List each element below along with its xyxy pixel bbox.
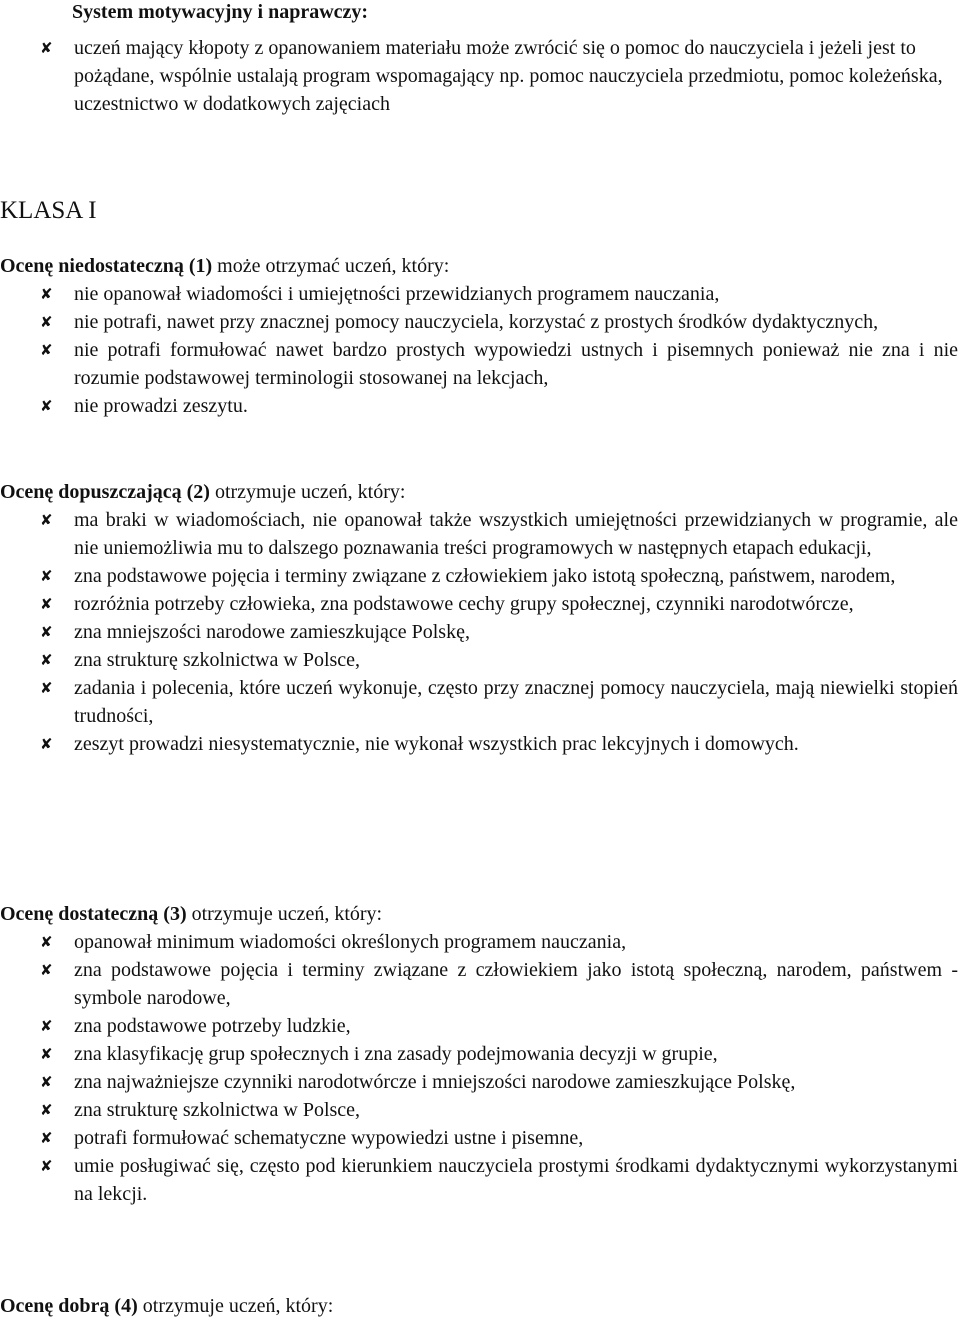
list-item bbox=[0, 730, 960, 758]
list-item bbox=[0, 506, 960, 562]
grade-list-1 bbox=[0, 280, 960, 420]
list-item bbox=[0, 308, 960, 336]
list-item bbox=[0, 674, 960, 730]
list-item-text: opanował minimum wiadomości określonych programem nauczania, bbox=[74, 931, 627, 953]
ballot-x-icon: ✘ bbox=[40, 961, 53, 979]
grade-heading-bold: Ocenę dopuszczającą (2) bbox=[0, 481, 210, 503]
grade-heading-2 bbox=[0, 478, 405, 506]
list-item bbox=[0, 646, 960, 674]
list-item-text: zna podstawowe pojęcia i terminy związane z człowiekiem jako istotą społeczną, narodem, państwem - symbole narodowe, bbox=[74, 959, 958, 1009]
list-item-text: nie prowadzi zeszytu. bbox=[74, 395, 248, 417]
intro-list bbox=[0, 34, 960, 118]
class-title: KLASA I bbox=[0, 197, 97, 224]
grade-list-3 bbox=[0, 928, 960, 1208]
ballot-x-icon: ✘ bbox=[40, 933, 53, 951]
list-item-text: nie opanował wiadomości i umiejętności przewidzianych programem nauczania, bbox=[74, 283, 720, 305]
list-item bbox=[0, 280, 960, 308]
ballot-x-icon: ✘ bbox=[40, 39, 53, 57]
ballot-x-icon: ✘ bbox=[40, 679, 53, 697]
ballot-x-icon: ✘ bbox=[40, 1101, 53, 1119]
list-item-text: ma braki w wiadomościach, nie opanował także wszystkich umiejętności przewidzianych w programie, ale nie uniemożliwia mu to dalszego poznawania treści programowych w następnych etapach edukacji, bbox=[74, 509, 958, 559]
list-item-text: zna podstawowe pojęcia i terminy związane z człowiekiem jako istotą społeczną, państwem, narodem, bbox=[74, 565, 896, 587]
list-item-text: nie potrafi formułować nawet bardzo prostych wypowiedzi ustnych i pisemnych ponieważ nie zna i nie rozumie podstawowej terminologii stosowanej na lekcjach, bbox=[74, 339, 958, 389]
ballot-x-icon: ✘ bbox=[40, 511, 53, 529]
ballot-x-icon: ✘ bbox=[40, 1045, 53, 1063]
ballot-x-icon: ✘ bbox=[40, 595, 53, 613]
list-item bbox=[0, 1096, 960, 1124]
list-item-text: nie potrafi, nawet przy znacznej pomocy nauczyciela, korzystać z prostych środków dydaktycznych, bbox=[74, 311, 879, 333]
intro-title: System motywacyjny i naprawczy: bbox=[72, 1, 369, 23]
ballot-x-icon: ✘ bbox=[40, 313, 53, 331]
list-item-text: zna mniejszości narodowe zamieszkujące Polskę, bbox=[74, 621, 470, 643]
list-item bbox=[0, 1124, 960, 1152]
ballot-x-icon: ✘ bbox=[40, 1073, 53, 1091]
list-item-text: potrafi formułować schematyczne wypowiedzi ustne i pisemne, bbox=[74, 1127, 584, 1149]
list-item bbox=[0, 590, 960, 618]
ballot-x-icon: ✘ bbox=[40, 567, 53, 585]
list-item-text: rozróżnia potrzeby człowieka, zna podstawowe cechy grupy społecznej, czynniki narodotwórcze, bbox=[74, 593, 854, 615]
grade-heading-bold: Ocenę dobrą (4) bbox=[0, 1295, 138, 1317]
list-item-text: zna podstawowe potrzeby ludzkie, bbox=[74, 1015, 351, 1037]
list-item-text: umie posługiwać się, często pod kierunkiem nauczyciela prostymi środkami dydaktycznymi wykorzystanymi na lekcji. bbox=[74, 1155, 958, 1205]
ballot-x-icon: ✘ bbox=[40, 1017, 53, 1035]
ballot-x-icon: ✘ bbox=[40, 651, 53, 669]
list-item bbox=[0, 956, 960, 1012]
ballot-x-icon: ✘ bbox=[40, 285, 53, 303]
list-item bbox=[0, 1012, 960, 1040]
list-item bbox=[0, 336, 960, 392]
ballot-x-icon: ✘ bbox=[40, 1129, 53, 1147]
ballot-x-icon: ✘ bbox=[40, 397, 53, 415]
list-item-text: uczeń mający kłopoty z opanowaniem materiału może zwrócić się o pomoc do nauczyciela i jeżeli jest to pożądane, wspólnie ustalają program wspomagający np. pomoc nauczyciela przedmiotu, pomoc koleżeńska, uczestnictwo w dodatkowych zajęciach bbox=[74, 37, 943, 115]
grade-heading-rest: otrzymuje uczeń, który: bbox=[209, 481, 406, 503]
grade-heading-rest: może otrzymać uczeń, który: bbox=[212, 255, 450, 277]
list-item-text: zna najważniejsze czynniki narodotwórcze i mniejszości narodowe zamieszkujące Polskę, bbox=[74, 1071, 796, 1093]
list-item bbox=[0, 562, 960, 590]
ballot-x-icon: ✘ bbox=[40, 735, 53, 753]
grade-heading-4 bbox=[0, 1292, 333, 1320]
list-item-text: zna klasyfikację grup społecznych i zna zasady podejmowania decyzji w grupie, bbox=[74, 1043, 718, 1065]
list-item bbox=[0, 1068, 960, 1096]
ballot-x-icon: ✘ bbox=[40, 1157, 53, 1175]
list-item bbox=[0, 34, 960, 118]
grade-heading-rest: otrzymuje uczeń, który: bbox=[186, 903, 383, 925]
list-item-text: zna strukturę szkolnictwa w Polsce, bbox=[74, 649, 361, 671]
grade-heading-1 bbox=[0, 252, 449, 280]
grade-heading-3 bbox=[0, 900, 382, 928]
list-item bbox=[0, 1152, 960, 1208]
list-item bbox=[0, 392, 960, 420]
grade-heading-bold: Ocenę dostateczną (3) bbox=[0, 903, 187, 925]
grade-heading-rest: otrzymuje uczeń, który: bbox=[137, 1295, 334, 1317]
ballot-x-icon: ✘ bbox=[40, 623, 53, 641]
grade-list-2 bbox=[0, 506, 960, 758]
list-item bbox=[0, 1040, 960, 1068]
list-item bbox=[0, 928, 960, 956]
list-item-text: zeszyt prowadzi niesystematycznie, nie wykonał wszystkich prac lekcyjnych i domowych. bbox=[74, 733, 799, 755]
ballot-x-icon: ✘ bbox=[40, 341, 53, 359]
list-item-text: zadania i polecenia, które uczeń wykonuje, często przy znacznej pomocy nauczyciela, mają niewielki stopień trudności, bbox=[74, 677, 958, 727]
grade-heading-bold: Ocenę niedostateczną (1) bbox=[0, 255, 213, 277]
list-item-text: zna strukturę szkolnictwa w Polsce, bbox=[74, 1099, 361, 1121]
list-item bbox=[0, 618, 960, 646]
